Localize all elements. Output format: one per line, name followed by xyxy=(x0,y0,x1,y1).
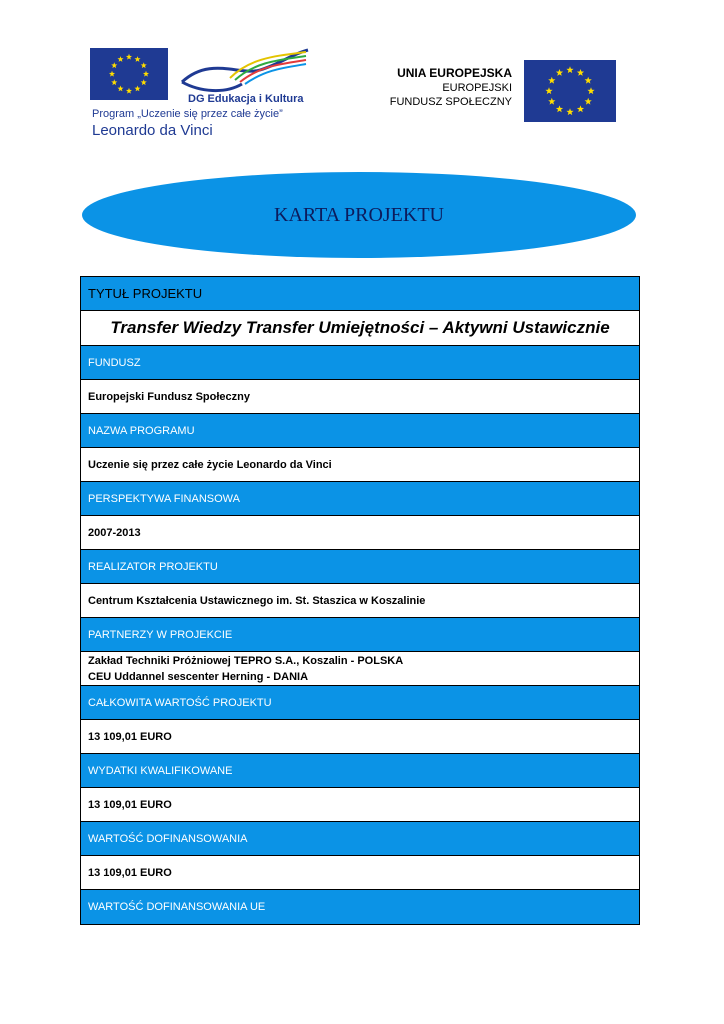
star-icon xyxy=(585,77,592,84)
star-icon xyxy=(556,105,563,112)
cofinancing-value: 13 109,01 EURO xyxy=(81,856,639,890)
star-icon xyxy=(587,87,594,94)
star-icon xyxy=(141,79,147,85)
partners-label: PARTNERZY W PROJEKCIE xyxy=(81,618,639,652)
program-line: Program „Uczenie się przez całe życie” xyxy=(92,108,283,120)
dg-line: DG Edukacja i Kultura xyxy=(188,93,304,105)
star-icon xyxy=(109,71,115,77)
project-title-value: Transfer Wiedzy Transfer Umiejętności – Aktywni Ustawicznie xyxy=(81,311,639,346)
eu-social-fund-logo xyxy=(376,60,616,124)
eu-title: UNIA EUROPEJSKA xyxy=(397,66,512,80)
fund-label: FUNDUSZ xyxy=(81,346,639,380)
star-icon xyxy=(143,71,149,77)
program-value: Uczenie się przez całe życie Leonardo da Vinci xyxy=(81,448,639,482)
program-label: NAZWA PROGRAMU xyxy=(81,414,639,448)
leonardo-da-vinci-logo xyxy=(90,48,310,148)
cofinancing-label: WARTOŚĆ DOFINANSOWANIA xyxy=(81,822,639,856)
star-icon xyxy=(117,56,123,62)
eu-flag-icon xyxy=(90,48,168,100)
cofinancing-ue-label: WARTOŚĆ DOFINANSOWANIA UE xyxy=(81,890,639,924)
star-icon xyxy=(141,62,147,68)
star-icon xyxy=(126,54,132,60)
partners-value xyxy=(81,652,639,686)
star-icon xyxy=(117,86,123,92)
star-icon xyxy=(134,56,140,62)
realizer-value: Centrum Kształcenia Ustawicznego im. St. Staszica w Koszalinie xyxy=(81,584,639,618)
leonardo-line: Leonardo da Vinci xyxy=(92,122,213,139)
star-icon xyxy=(126,88,132,94)
perspective-value: 2007-2013 xyxy=(81,516,639,550)
star-icon xyxy=(577,105,584,112)
star-icon xyxy=(134,86,140,92)
partner-item: Zakład Techniki Próżniowej TEPRO S.A., Koszalin - POLSKA xyxy=(88,654,404,667)
star-icon xyxy=(111,62,117,68)
total-value: 13 109,01 EURO xyxy=(81,720,639,754)
star-icon xyxy=(548,77,555,84)
star-icon xyxy=(585,98,592,105)
eu-flag-icon xyxy=(524,60,616,122)
eu-text-block xyxy=(390,66,512,109)
project-card-table xyxy=(80,276,640,925)
eligible-value: 13 109,01 EURO xyxy=(81,788,639,822)
star-icon xyxy=(566,108,573,115)
star-icon xyxy=(566,66,573,73)
eu-subtitle-line1: EUROPEJSKI xyxy=(442,82,512,94)
star-icon xyxy=(548,98,555,105)
project-title-label: TYTUŁ PROJEKTU xyxy=(81,277,639,311)
partner-item: CEU Uddannel sescenter Herning - DANIA xyxy=(88,670,309,683)
total-value-label: CAŁKOWITA WARTOŚĆ PROJEKTU xyxy=(81,686,639,720)
fund-value: Europejski Fundusz Społeczny xyxy=(81,380,639,414)
star-icon xyxy=(545,87,552,94)
page-title: KARTA PROJEKTU xyxy=(274,203,444,226)
eligible-label: WYDATKI KWALIFIKOWANE xyxy=(81,754,639,788)
star-icon xyxy=(111,79,117,85)
realizer-label: REALIZATOR PROJEKTU xyxy=(81,550,639,584)
title-banner xyxy=(82,172,636,258)
star-icon xyxy=(556,69,563,76)
eu-subtitle-line2: FUNDUSZ SPOŁECZNY xyxy=(389,96,512,108)
perspective-label: PERSPEKTYWA FINANSOWA xyxy=(81,482,639,516)
star-icon xyxy=(577,69,584,76)
